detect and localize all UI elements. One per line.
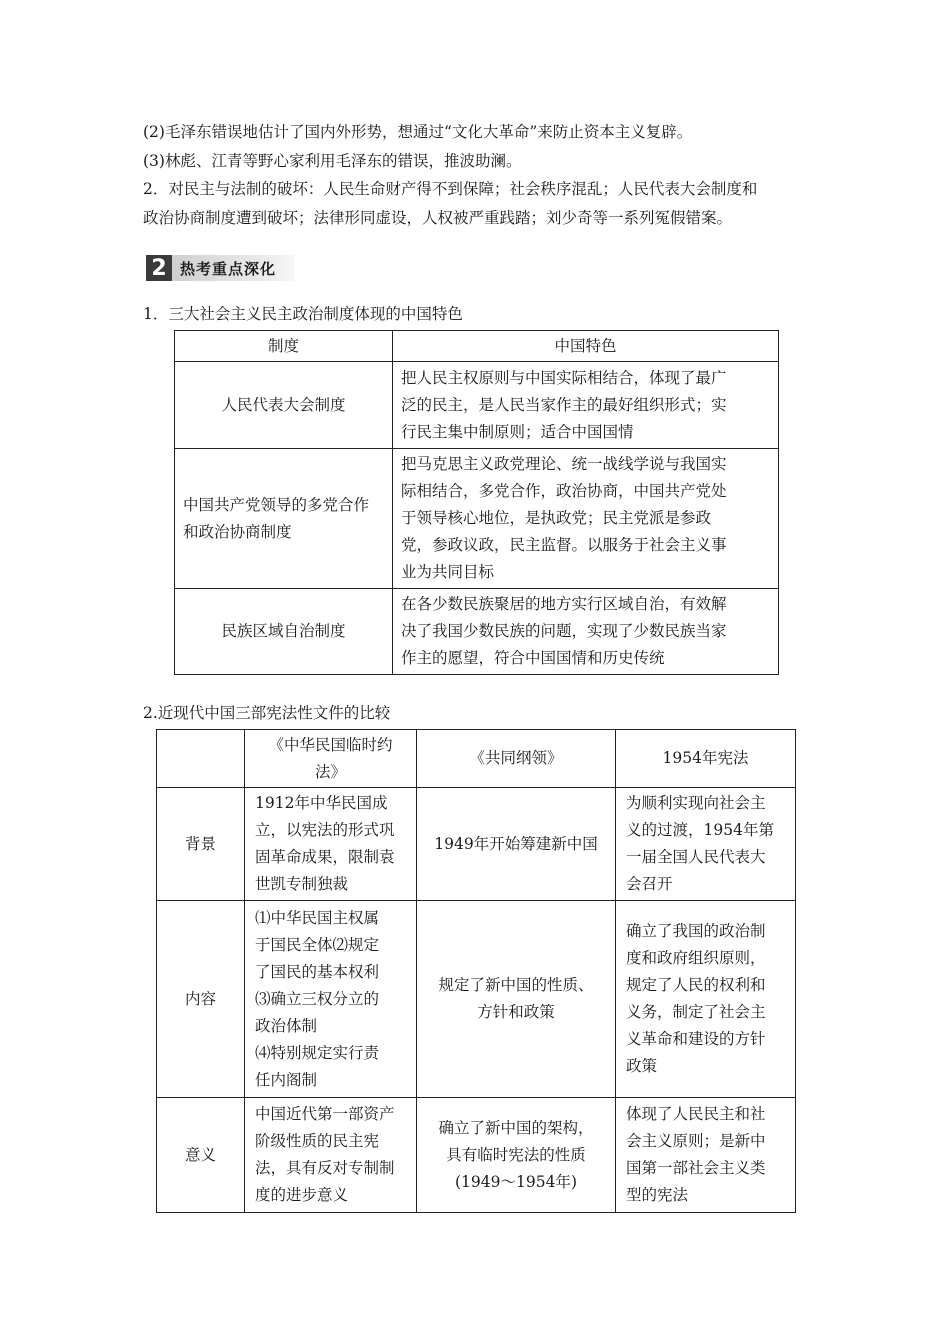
cell: 1912年中华民国成 立，以宪法的形式巩 固革命成果，限制袁 世凯专制独裁	[245, 788, 417, 901]
system-name-cell: 民族区域自治制度	[175, 589, 393, 675]
features-cell: 把人民主权原则与中国实际相结合，体现了最广 泛的民主，是人民当家作主的最好组织形式；实 行民主集中制原则；适合中国国情	[393, 362, 779, 449]
cell: ⑴中华民国主权属 于国民全体⑵规定 了国民的基本权利 ⑶确立三权分立的 政治体制 ⑷特别规定实行责 任内阁制	[245, 901, 417, 1098]
row-label-significance: 意义	[157, 1098, 245, 1213]
table2-header-empty	[157, 730, 245, 788]
table1-caption: 1．三大社会主义民主政治制度体现的中国特色	[143, 305, 463, 323]
political-systems-table	[174, 330, 779, 675]
cell: 确立了我国的政治制 度和政府组织原则， 规定了人民的权利和 义务，制定了社会主 义革命和建设的方针 政策	[616, 901, 796, 1098]
section-heading	[146, 255, 294, 281]
table1-header-system: 制度	[175, 331, 393, 362]
cell: 确立了新中国的架构， 具有临时宪法的性质 (1949～1954年)	[417, 1098, 616, 1213]
cell: 中国近代第一部资产 阶级性质的民主宪 法，具有反对专制制 度的进步意义	[245, 1098, 417, 1213]
section-title: 热考重点深化	[172, 255, 294, 281]
table1-header-features: 中国特色	[393, 331, 779, 362]
table-row	[157, 901, 796, 1098]
constitution-comparison-table	[156, 729, 796, 1213]
cell: 为顺利实现向社会主 义的过渡，1954年第 一届全国人民代表大 会召开	[616, 788, 796, 901]
table2-caption: 2.近现代中国三部宪法性文件的比较	[143, 704, 391, 722]
system-name-cell: 人民代表大会制度	[175, 362, 393, 449]
table2-header-provisional-constitution: 《中华民国临时约 法》	[245, 730, 417, 788]
intro-line-3: 2．对民主与法制的破坏：人民生命财产得不到保障；社会秩序混乱；人民代表大会制度和	[143, 180, 758, 198]
features-cell: 把马克思主义政党理论、统一战线学说与我国实 际相结合，多党合作，政治协商，中国共产党处 于领导核心地位，是执政党；民主党派是参政 党，参政议政，民主监督。以服务于社会主义事 业为共同目标	[393, 449, 779, 589]
table-row	[175, 589, 779, 675]
row-label-background: 背景	[157, 788, 245, 901]
table-row	[175, 449, 779, 589]
table2-header-common-program: 《共同纲领》	[417, 730, 616, 788]
intro-line-2: (3)林彪、江青等野心家利用毛泽东的错误，推波助澜。	[143, 152, 522, 170]
intro-line-4: 政治协商制度遭到破坏；法律形同虚设，人权被严重践踏；刘少奇等一系列冤假错案。	[143, 209, 733, 227]
cell: 1949年开始筹建新中国	[417, 788, 616, 901]
intro-line-1: (2)毛泽东错误地估计了国内外形势，想通过“文化大革命”来防止资本主义复辟。	[143, 123, 693, 141]
table2-header-1954-constitution: 1954年宪法	[616, 730, 796, 788]
table-row	[157, 788, 796, 901]
table-row	[175, 362, 779, 449]
cell: 规定了新中国的性质、 方针和政策	[417, 901, 616, 1098]
cell: 体现了人民民主和社 会主义原则；是新中 国第一部社会主义类 型的宪法	[616, 1098, 796, 1213]
system-name-cell: 中国共产党领导的多党合作 和政治协商制度	[175, 449, 393, 589]
section-number-badge: 2	[146, 255, 172, 281]
features-cell: 在各少数民族聚居的地方实行区域自治，有效解 决了我国少数民族的问题，实现了少数民族当家 作主的愿望，符合中国国情和历史传统	[393, 589, 779, 675]
row-label-content: 内容	[157, 901, 245, 1098]
table-row	[157, 1098, 796, 1213]
